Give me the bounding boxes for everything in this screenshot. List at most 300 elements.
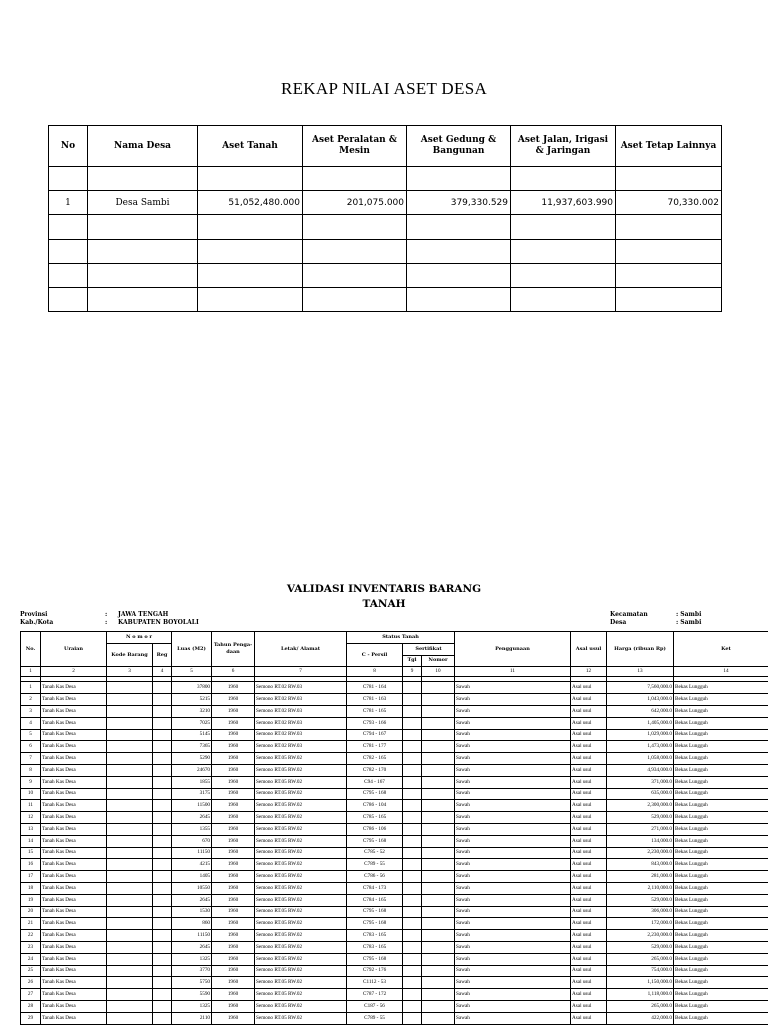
- table-cell: C795 - 168: [347, 788, 403, 800]
- table-cell: 1,058,000.0: [607, 753, 674, 765]
- table-row: [21, 800, 768, 812]
- table-cell: 22: [21, 930, 41, 942]
- table-cell: [153, 847, 172, 859]
- table-cell: Bekas Lungguh: [674, 729, 768, 741]
- table-cell: [107, 871, 153, 883]
- table-cell: 1960: [212, 906, 255, 918]
- table-cell: Tanah Kas Desa: [41, 1012, 107, 1024]
- table-cell: 422,000.0: [607, 1012, 674, 1024]
- table-cell: C94 - 167: [347, 776, 403, 788]
- table-cell: [107, 977, 153, 989]
- kabkota-colon: :: [105, 619, 107, 627]
- table-cell: [153, 717, 172, 729]
- table-cell: 1530: [172, 906, 212, 918]
- table-cell: 265,000.0: [607, 953, 674, 965]
- table-cell: Semono RT.02 RW.03: [255, 694, 347, 706]
- table-cell: Semono RT.05 RW.02: [255, 812, 347, 824]
- header-asal-usul: Asal usul: [571, 632, 607, 667]
- table-cell: [153, 705, 172, 717]
- table-cell: [403, 953, 422, 965]
- table-cell: Bekas Lungguh: [674, 835, 768, 847]
- table-cell: [107, 906, 153, 918]
- table-cell: C782 - 170: [347, 764, 403, 776]
- rekap-row: [49, 215, 722, 239]
- rekap-cell: [88, 263, 198, 287]
- table-cell: Sawah: [455, 835, 571, 847]
- table-cell: [107, 682, 153, 694]
- table-cell: C781 - 163: [347, 694, 403, 706]
- table-cell: Semono RT.05 RW.02: [255, 835, 347, 847]
- table-cell: Asal usul: [571, 705, 607, 717]
- table-cell: Asal usul: [571, 882, 607, 894]
- table-cell: 1960: [212, 729, 255, 741]
- table-cell: Tanah Kas Desa: [41, 717, 107, 729]
- table-cell: 14: [21, 835, 41, 847]
- rekap-cell: [49, 263, 88, 287]
- table-cell: Asal usul: [571, 941, 607, 953]
- table-cell: 1960: [212, 1012, 255, 1024]
- table-row: [21, 965, 768, 977]
- table-cell: [153, 859, 172, 871]
- rekap-cell: [407, 215, 511, 239]
- table-cell: 1960: [212, 859, 255, 871]
- table-cell: Bekas Lungguh: [674, 776, 768, 788]
- table-cell: 2: [21, 694, 41, 706]
- table-cell: 1960: [212, 812, 255, 824]
- table-cell: 19: [21, 894, 41, 906]
- table-cell: [422, 694, 455, 706]
- rekap-cell: [303, 287, 407, 311]
- table-cell: 18: [21, 882, 41, 894]
- rekap-cell: 51,052,480.000: [198, 191, 303, 215]
- table-cell: [422, 800, 455, 812]
- table-cell: 7,560,000.0: [607, 682, 674, 694]
- table-cell: Bekas Lungguh: [674, 965, 768, 977]
- rekap-cell: [616, 263, 722, 287]
- table-cell: 11500: [172, 800, 212, 812]
- table-cell: [107, 741, 153, 753]
- table-cell: 11150: [172, 930, 212, 942]
- table-cell: Tanah Kas Desa: [41, 776, 107, 788]
- rekap-cell: [407, 239, 511, 263]
- table-cell: Semono RT.05 RW.02: [255, 965, 347, 977]
- table-cell: 1405: [172, 871, 212, 883]
- table-cell: Bekas Lungguh: [674, 823, 768, 835]
- table-cell: Tanah Kas Desa: [41, 800, 107, 812]
- table-cell: [422, 906, 455, 918]
- rekap-cell: [511, 167, 616, 191]
- table-cell: 1960: [212, 800, 255, 812]
- table-cell: Asal usul: [571, 977, 607, 989]
- table-cell: Asal usul: [571, 812, 607, 824]
- table-cell: 4: [21, 717, 41, 729]
- table-cell: Sawah: [455, 800, 571, 812]
- table-cell: Bekas Lungguh: [674, 859, 768, 871]
- table-cell: [153, 965, 172, 977]
- table-cell: C795 - 168: [347, 835, 403, 847]
- rekap-cell: [407, 263, 511, 287]
- rekap-cell: 70,330.002: [616, 191, 722, 215]
- table-cell: 1,405,000.0: [607, 717, 674, 729]
- table-cell: Sawah: [455, 753, 571, 765]
- table-row: [21, 835, 768, 847]
- table-cell: 1,029,000.0: [607, 729, 674, 741]
- table-cell: Tanah Kas Desa: [41, 977, 107, 989]
- table-cell: 754,000.0: [607, 965, 674, 977]
- table-cell: 1855: [172, 776, 212, 788]
- table-cell: Semono RT.02 RW.03: [255, 729, 347, 741]
- table-cell: [422, 812, 455, 824]
- table-cell: [422, 776, 455, 788]
- table-cell: [403, 788, 422, 800]
- table-cell: Bekas Lungguh: [674, 1000, 768, 1012]
- table-cell: C783 - 165: [347, 941, 403, 953]
- table-cell: Semono RT.05 RW.02: [255, 823, 347, 835]
- table-cell: [107, 812, 153, 824]
- rekap-table: [48, 125, 722, 312]
- table-cell: [153, 729, 172, 741]
- rekap-cell: [198, 287, 303, 311]
- column-number-cell: 1: [21, 667, 41, 677]
- table-row: [21, 847, 768, 859]
- table-cell: 16: [21, 859, 41, 871]
- column-number-cell: 7: [255, 667, 347, 677]
- table-cell: Semono RT.05 RW.02: [255, 1012, 347, 1024]
- header-kode-barang: Kode Barang: [107, 643, 153, 667]
- rekap-cell: [49, 215, 88, 239]
- table-cell: Semono RT.05 RW.02: [255, 800, 347, 812]
- table-cell: 642,000.0: [607, 705, 674, 717]
- table-cell: 1960: [212, 717, 255, 729]
- rekap-cell: [616, 215, 722, 239]
- table-cell: Tanah Kas Desa: [41, 882, 107, 894]
- table-cell: C785 - 165: [347, 812, 403, 824]
- table-row: [21, 694, 768, 706]
- table-cell: 3175: [172, 788, 212, 800]
- table-cell: Bekas Lungguh: [674, 753, 768, 765]
- table-cell: [153, 776, 172, 788]
- table-cell: 28: [21, 1000, 41, 1012]
- column-number-cell: 3: [107, 667, 153, 677]
- table-cell: [422, 705, 455, 717]
- table-cell: [153, 694, 172, 706]
- table-cell: [153, 823, 172, 835]
- table-cell: Semono RT.05 RW.02: [255, 788, 347, 800]
- header-uraian: Uraian: [41, 632, 107, 667]
- table-cell: [403, 717, 422, 729]
- kecamatan-label: Kecamatan: [610, 611, 648, 619]
- rekap-title: REKAP NILAI ASET DESA: [0, 79, 768, 99]
- table-cell: 10550: [172, 882, 212, 894]
- table-cell: 1960: [212, 753, 255, 765]
- table-cell: Tanah Kas Desa: [41, 847, 107, 859]
- rekap-cell: [407, 287, 511, 311]
- table-row: [21, 1012, 768, 1024]
- table-cell: Asal usul: [571, 930, 607, 942]
- table-cell: Semono RT.05 RW.02: [255, 776, 347, 788]
- inventaris-title: [0, 582, 768, 612]
- table-cell: 20: [21, 906, 41, 918]
- table-cell: [153, 918, 172, 930]
- table-cell: Asal usul: [571, 871, 607, 883]
- rekap-row: [49, 239, 722, 263]
- table-cell: 2110: [172, 1012, 212, 1024]
- table-cell: Sawah: [455, 729, 571, 741]
- table-cell: [107, 705, 153, 717]
- table-cell: 1960: [212, 918, 255, 930]
- table-cell: [422, 871, 455, 883]
- table-cell: Asal usul: [571, 800, 607, 812]
- rekap-cell: [511, 215, 616, 239]
- table-cell: [107, 694, 153, 706]
- table-cell: 172,000.0: [607, 918, 674, 930]
- table-cell: Asal usul: [571, 788, 607, 800]
- table-cell: 37800: [172, 682, 212, 694]
- kecamatan-value: : Sambi: [676, 611, 701, 619]
- table-cell: [153, 764, 172, 776]
- table-cell: Tanah Kas Desa: [41, 694, 107, 706]
- table-cell: 371,000.0: [607, 776, 674, 788]
- table-cell: Semono RT.05 RW.02: [255, 764, 347, 776]
- provinsi-value: JAWA TENGAH: [118, 611, 168, 619]
- table-cell: 1325: [172, 1000, 212, 1012]
- table-cell: Semono RT.05 RW.02: [255, 894, 347, 906]
- rekap-cell: [303, 167, 407, 191]
- table-cell: Tanah Kas Desa: [41, 812, 107, 824]
- table-cell: 2645: [172, 812, 212, 824]
- table-cell: Bekas Lungguh: [674, 682, 768, 694]
- table-cell: [403, 882, 422, 894]
- table-cell: Tanah Kas Desa: [41, 729, 107, 741]
- table-row: [21, 741, 768, 753]
- table-cell: [107, 788, 153, 800]
- column-number-cell: 14: [674, 667, 768, 677]
- rekap-cell: [88, 215, 198, 239]
- rekap-cell: [511, 263, 616, 287]
- header-penggunaan: Penggunaan: [455, 632, 571, 667]
- table-cell: Bekas Lungguh: [674, 788, 768, 800]
- table-cell: [422, 835, 455, 847]
- header-nomor-sertifikat: Nomor: [422, 655, 455, 667]
- table-cell: 23: [21, 941, 41, 953]
- rekap-header-cell: Aset Tetap Lainnya: [616, 126, 722, 167]
- table-cell: Sawah: [455, 930, 571, 942]
- column-number-cell: 12: [571, 667, 607, 677]
- rekap-header-cell: Aset Peralatan & Mesin: [303, 126, 407, 167]
- table-cell: [107, 930, 153, 942]
- rekap-cell: [49, 167, 88, 191]
- inventaris-table: [20, 631, 768, 1025]
- column-number-cell: 2: [41, 667, 107, 677]
- header-nomor: N o m o r: [107, 632, 172, 644]
- column-number-cell: 6: [212, 667, 255, 677]
- table-cell: [107, 729, 153, 741]
- rekap-cell: [198, 239, 303, 263]
- table-cell: 1960: [212, 871, 255, 883]
- rekap-cell: [303, 215, 407, 239]
- table-cell: [153, 788, 172, 800]
- table-cell: 15: [21, 847, 41, 859]
- table-cell: [153, 835, 172, 847]
- table-cell: 1,118,000.0: [607, 989, 674, 1001]
- table-row: [21, 682, 768, 694]
- table-cell: 7365: [172, 741, 212, 753]
- table-row: [21, 871, 768, 883]
- table-cell: C187 - 56: [347, 1000, 403, 1012]
- table-cell: Semono RT.05 RW.02: [255, 882, 347, 894]
- table-cell: Tanah Kas Desa: [41, 965, 107, 977]
- rekap-cell: 1: [49, 191, 88, 215]
- rekap-cell: [511, 287, 616, 311]
- table-cell: Sawah: [455, 788, 571, 800]
- table-cell: [107, 965, 153, 977]
- table-cell: Sawah: [455, 953, 571, 965]
- table-cell: C789 - 55: [347, 859, 403, 871]
- table-row: [21, 1000, 768, 1012]
- rekap-cell: [407, 167, 511, 191]
- table-cell: Sawah: [455, 705, 571, 717]
- table-cell: Sawah: [455, 918, 571, 930]
- table-cell: 1960: [212, 894, 255, 906]
- table-cell: 1960: [212, 835, 255, 847]
- table-cell: [403, 847, 422, 859]
- table-cell: Asal usul: [571, 823, 607, 835]
- table-cell: Sawah: [455, 847, 571, 859]
- table-cell: [403, 741, 422, 753]
- table-cell: [107, 894, 153, 906]
- column-number-cell: 4: [153, 667, 172, 677]
- rekap-cell: [303, 239, 407, 263]
- table-cell: [153, 977, 172, 989]
- table-cell: [422, 717, 455, 729]
- table-cell: Asal usul: [571, 965, 607, 977]
- table-cell: [403, 800, 422, 812]
- table-cell: Tanah Kas Desa: [41, 705, 107, 717]
- table-cell: Semono RT.02 RW.03: [255, 705, 347, 717]
- table-cell: 860: [172, 918, 212, 930]
- table-cell: 3770: [172, 965, 212, 977]
- table-cell: 1355: [172, 823, 212, 835]
- column-number-row: [21, 667, 768, 677]
- table-cell: [422, 882, 455, 894]
- table-cell: [107, 1012, 153, 1024]
- table-row: [21, 753, 768, 765]
- table-cell: 3210: [172, 705, 212, 717]
- table-cell: [422, 989, 455, 1001]
- table-cell: 5290: [172, 753, 212, 765]
- rekap-cell: 201,075.000: [303, 191, 407, 215]
- table-cell: 843,000.0: [607, 859, 674, 871]
- table-cell: [422, 788, 455, 800]
- table-cell: 27: [21, 989, 41, 1001]
- table-cell: Semono RT.05 RW.02: [255, 906, 347, 918]
- table-cell: C781 - 177: [347, 741, 403, 753]
- table-cell: Tanah Kas Desa: [41, 894, 107, 906]
- table-cell: 5750: [172, 977, 212, 989]
- table-cell: Tanah Kas Desa: [41, 906, 107, 918]
- rekap-cell: [511, 239, 616, 263]
- table-cell: 17: [21, 871, 41, 883]
- table-cell: Sawah: [455, 894, 571, 906]
- table-cell: 1960: [212, 776, 255, 788]
- table-row: [21, 953, 768, 965]
- table-cell: [403, 764, 422, 776]
- rekap-header-cell: No: [49, 126, 88, 167]
- table-cell: Tanah Kas Desa: [41, 764, 107, 776]
- table-cell: [107, 835, 153, 847]
- table-cell: Sawah: [455, 989, 571, 1001]
- table-cell: C786 - 56: [347, 871, 403, 883]
- table-cell: Tanah Kas Desa: [41, 753, 107, 765]
- table-cell: Bekas Lungguh: [674, 694, 768, 706]
- table-cell: C795 - 168: [347, 906, 403, 918]
- table-cell: [422, 965, 455, 977]
- table-cell: C784 - 165: [347, 894, 403, 906]
- rekap-cell: 379,330.529: [407, 191, 511, 215]
- table-cell: Asal usul: [571, 682, 607, 694]
- inventaris-title-line2: TANAH: [0, 597, 768, 612]
- table-cell: C785 - 52: [347, 847, 403, 859]
- table-cell: 1,473,000.0: [607, 741, 674, 753]
- table-cell: 5145: [172, 729, 212, 741]
- table-cell: [107, 989, 153, 1001]
- table-cell: Bekas Lungguh: [674, 989, 768, 1001]
- table-cell: 5590: [172, 989, 212, 1001]
- rekap-cell: [303, 263, 407, 287]
- table-cell: [403, 729, 422, 741]
- provinsi-colon: :: [105, 611, 107, 619]
- table-cell: Semono RT.02 RW.03: [255, 717, 347, 729]
- table-cell: [403, 894, 422, 906]
- table-cell: Tanah Kas Desa: [41, 859, 107, 871]
- table-row: [21, 729, 768, 741]
- table-cell: 1960: [212, 847, 255, 859]
- table-cell: Bekas Lungguh: [674, 1012, 768, 1024]
- table-cell: Sawah: [455, 694, 571, 706]
- rekap-cell: Desa Sambi: [88, 191, 198, 215]
- rekap-cell: [198, 263, 303, 287]
- table-cell: Semono RT.05 RW.02: [255, 941, 347, 953]
- table-cell: [422, 847, 455, 859]
- table-cell: 7: [21, 753, 41, 765]
- table-cell: [422, 941, 455, 953]
- table-row: [21, 906, 768, 918]
- rekap-row: [49, 287, 722, 311]
- table-cell: [422, 1012, 455, 1024]
- rekap-row: [49, 191, 722, 215]
- table-cell: 1960: [212, 953, 255, 965]
- table-cell: [153, 1012, 172, 1024]
- table-cell: [153, 800, 172, 812]
- table-cell: 271,000.0: [607, 823, 674, 835]
- rekap-row: [49, 167, 722, 191]
- table-cell: 9: [21, 776, 41, 788]
- table-row: [21, 776, 768, 788]
- table-cell: Semono RT.05 RW.02: [255, 989, 347, 1001]
- table-row: [21, 989, 768, 1001]
- table-cell: 2,230,000.0: [607, 930, 674, 942]
- table-cell: [107, 823, 153, 835]
- table-cell: 24670: [172, 764, 212, 776]
- table-cell: 5215: [172, 694, 212, 706]
- table-cell: 1325: [172, 953, 212, 965]
- table-cell: [153, 1000, 172, 1012]
- table-cell: Sawah: [455, 859, 571, 871]
- table-cell: 281,000.0: [607, 871, 674, 883]
- table-cell: Bekas Lungguh: [674, 977, 768, 989]
- table-cell: 21: [21, 918, 41, 930]
- table-cell: Tanah Kas Desa: [41, 871, 107, 883]
